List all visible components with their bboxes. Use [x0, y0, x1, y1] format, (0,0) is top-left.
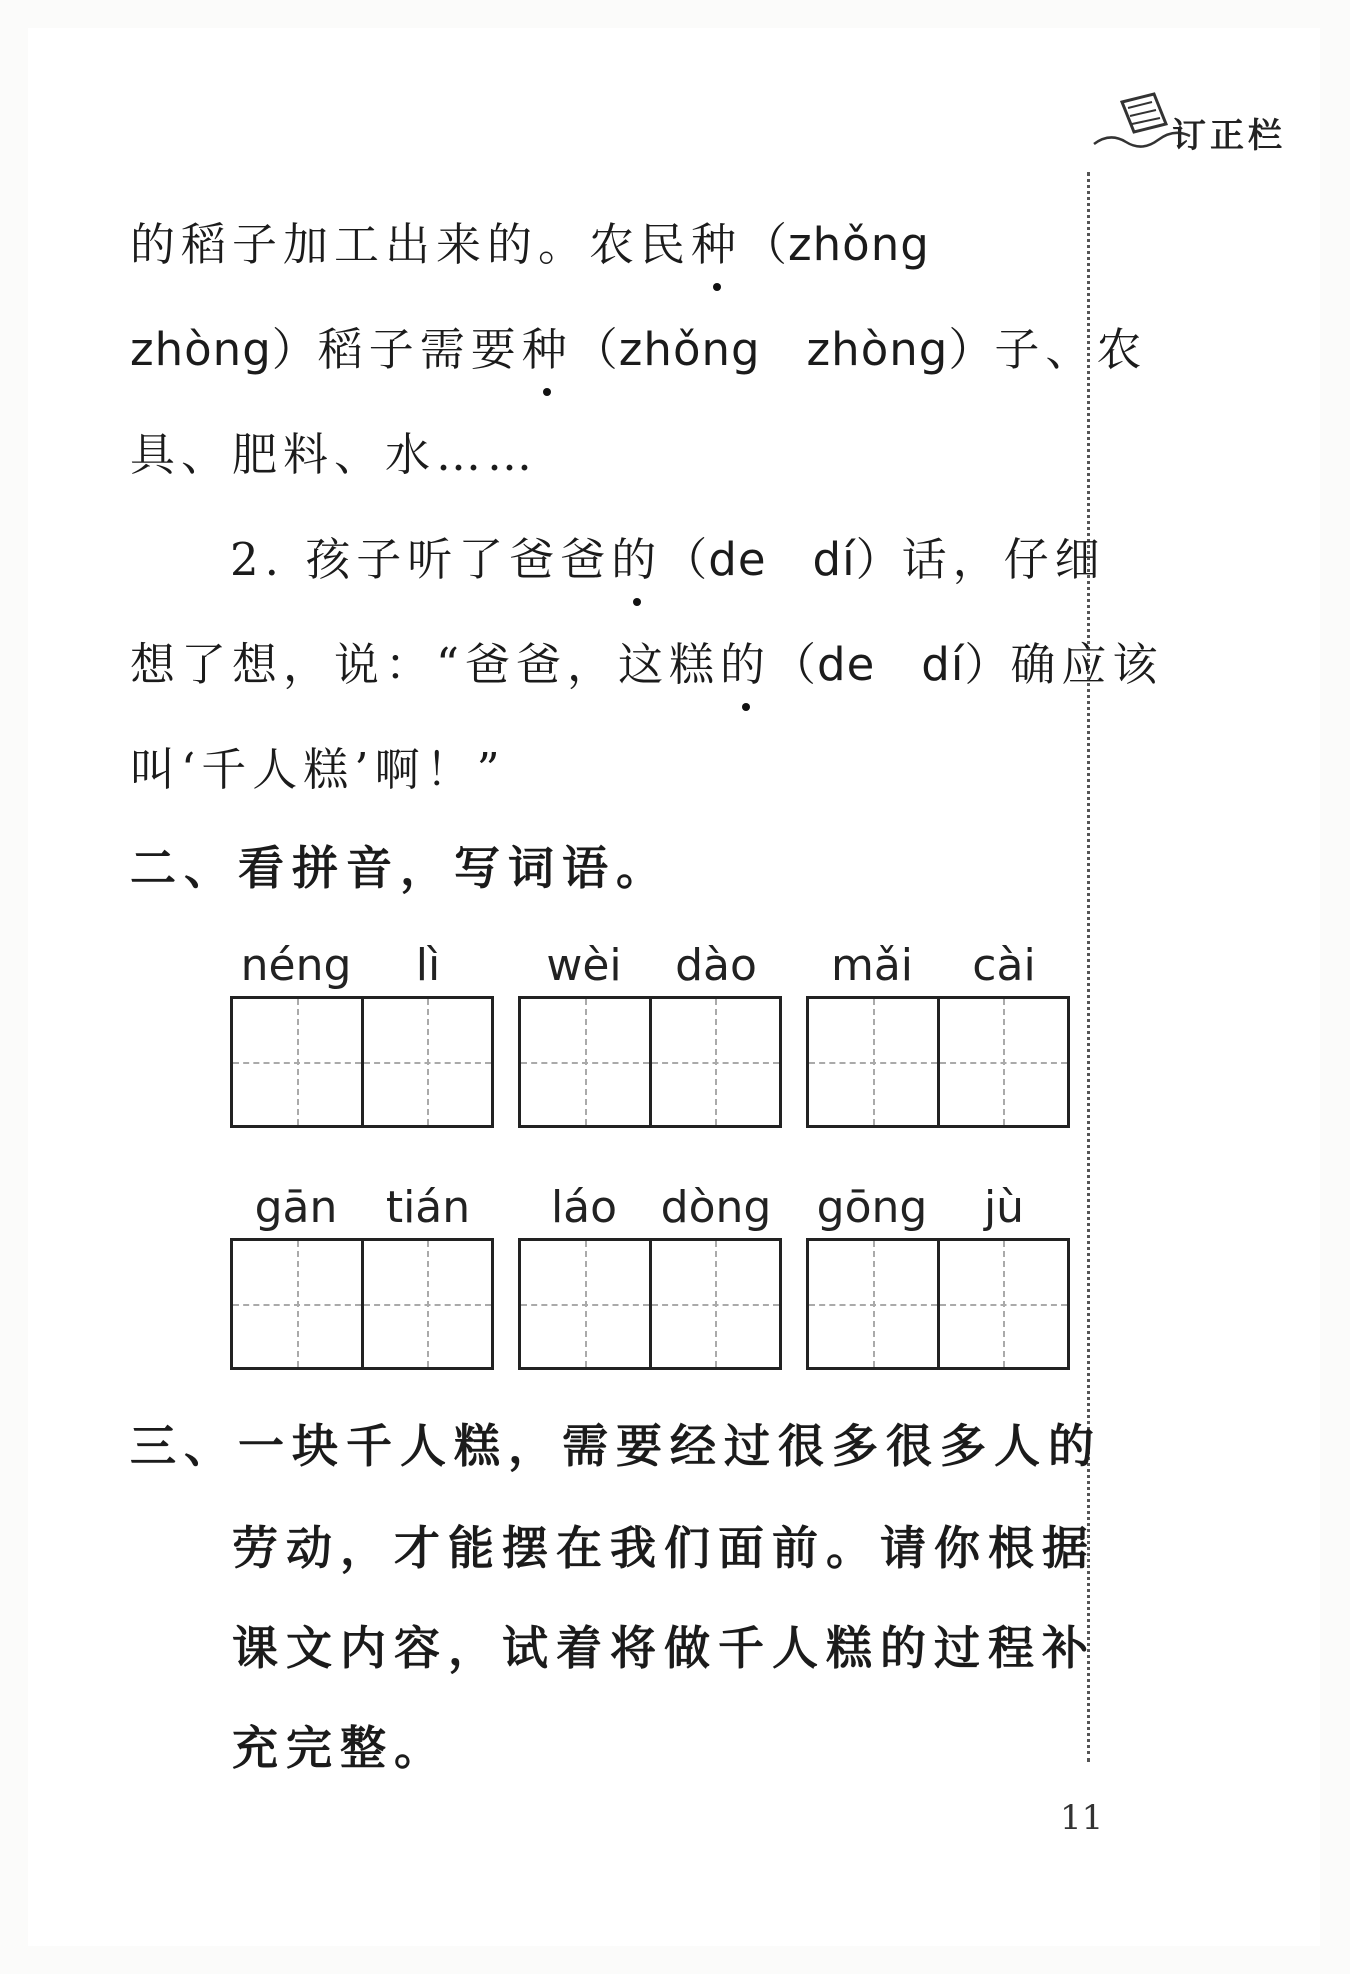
pinyin-choice: （zhǒng [742, 218, 930, 271]
writing-grid[interactable] [230, 996, 494, 1128]
word-box [806, 940, 1070, 1128]
text: 想了想，说：“爸爸，这糕 [130, 638, 721, 691]
grid-cell[interactable] [521, 1241, 649, 1367]
pinyin: dòng [660, 1182, 772, 1233]
pinyin: gān [254, 1182, 338, 1233]
passage-1-line-1 [130, 208, 1070, 273]
pinyin: gōng [816, 1182, 928, 1233]
grid-cell[interactable] [361, 999, 492, 1125]
text: 的稻子加工出来的。农民 [130, 218, 692, 271]
word-box [230, 940, 494, 1128]
word-box [518, 1182, 782, 1370]
pinyin-choice: （de dí） [771, 638, 1011, 691]
writing-grid[interactable] [518, 996, 782, 1128]
section-3-line-4: 充完整。 [232, 1721, 448, 1775]
page-number: 11 [1060, 1798, 1104, 1838]
passage-1-line-2 [130, 313, 1148, 378]
pinyin-choice: zhòng） [130, 323, 318, 376]
pinyin-choice: （zhǒng zhòng） [572, 323, 995, 376]
dotted-char: 的 [720, 628, 771, 693]
correction-column-header [1092, 88, 1322, 168]
text: 2. 孩子听了爸爸 [230, 533, 612, 586]
word-pinyin [806, 1182, 1070, 1238]
grid-cell[interactable] [937, 999, 1068, 1125]
pinyin: jù [983, 1182, 1025, 1233]
passage-1-line-3: 具、肥料、水…… [130, 428, 539, 481]
section-3-line-3: 课文内容，试着将做千人糕的过程补 [232, 1621, 1096, 1675]
word-pinyin [230, 940, 494, 996]
text: 话，仔细 [901, 533, 1106, 586]
pinyin: néng [240, 940, 352, 991]
writing-grid[interactable] [518, 1238, 782, 1370]
dotted-char: 种 [691, 208, 742, 273]
pinyin-choice: （de dí） [662, 533, 902, 586]
word-pinyin [806, 940, 1070, 996]
grid-cell[interactable] [809, 999, 937, 1125]
writing-grid[interactable] [806, 1238, 1070, 1370]
word-pinyin [518, 940, 782, 996]
writing-grid[interactable] [230, 1238, 494, 1370]
grid-cell[interactable] [649, 999, 780, 1125]
word-pinyin [518, 1182, 782, 1238]
text: 稻子需要 [317, 323, 522, 376]
pinyin: láo [550, 1182, 618, 1233]
dotted-char: 的 [611, 523, 662, 588]
word-box [518, 940, 782, 1128]
section-3-line-2: 劳动，才能摆在我们面前。请你根据 [232, 1521, 1096, 1575]
passage-2-line-2 [130, 628, 1164, 693]
word-box [806, 1182, 1070, 1370]
grid-cell[interactable] [937, 1241, 1068, 1367]
grid-cell[interactable] [649, 1241, 780, 1367]
grid-cell[interactable] [361, 1241, 492, 1367]
section-3-line-1: 三、一块千人糕，需要经过很多很多人的 [130, 1419, 1102, 1473]
writing-grid[interactable] [806, 996, 1070, 1128]
pinyin: wèi [546, 940, 622, 991]
pinyin: tián [385, 1182, 471, 1233]
pinyin: cài [972, 940, 1036, 991]
text: 子、农 [994, 323, 1148, 376]
grid-cell[interactable] [233, 1241, 361, 1367]
word-box [230, 1182, 494, 1370]
correction-column-title: 订正栏 [1172, 116, 1286, 156]
pinyin: mǎi [830, 940, 914, 991]
grid-cell[interactable] [521, 999, 649, 1125]
grid-cell[interactable] [233, 999, 361, 1125]
section-2-heading: 二、看拼音，写词语。 [130, 841, 670, 895]
text: 确应该 [1010, 638, 1164, 691]
dotted-char: 种 [522, 313, 573, 378]
grid-cell[interactable] [809, 1241, 937, 1367]
pinyin: dào [675, 940, 757, 991]
passage-2-line-1 [230, 523, 1170, 588]
passage-2-line-3: 叫‘千人糕’啊！” [130, 743, 506, 796]
pinyin: lì [415, 940, 441, 991]
word-pinyin [230, 1182, 494, 1238]
